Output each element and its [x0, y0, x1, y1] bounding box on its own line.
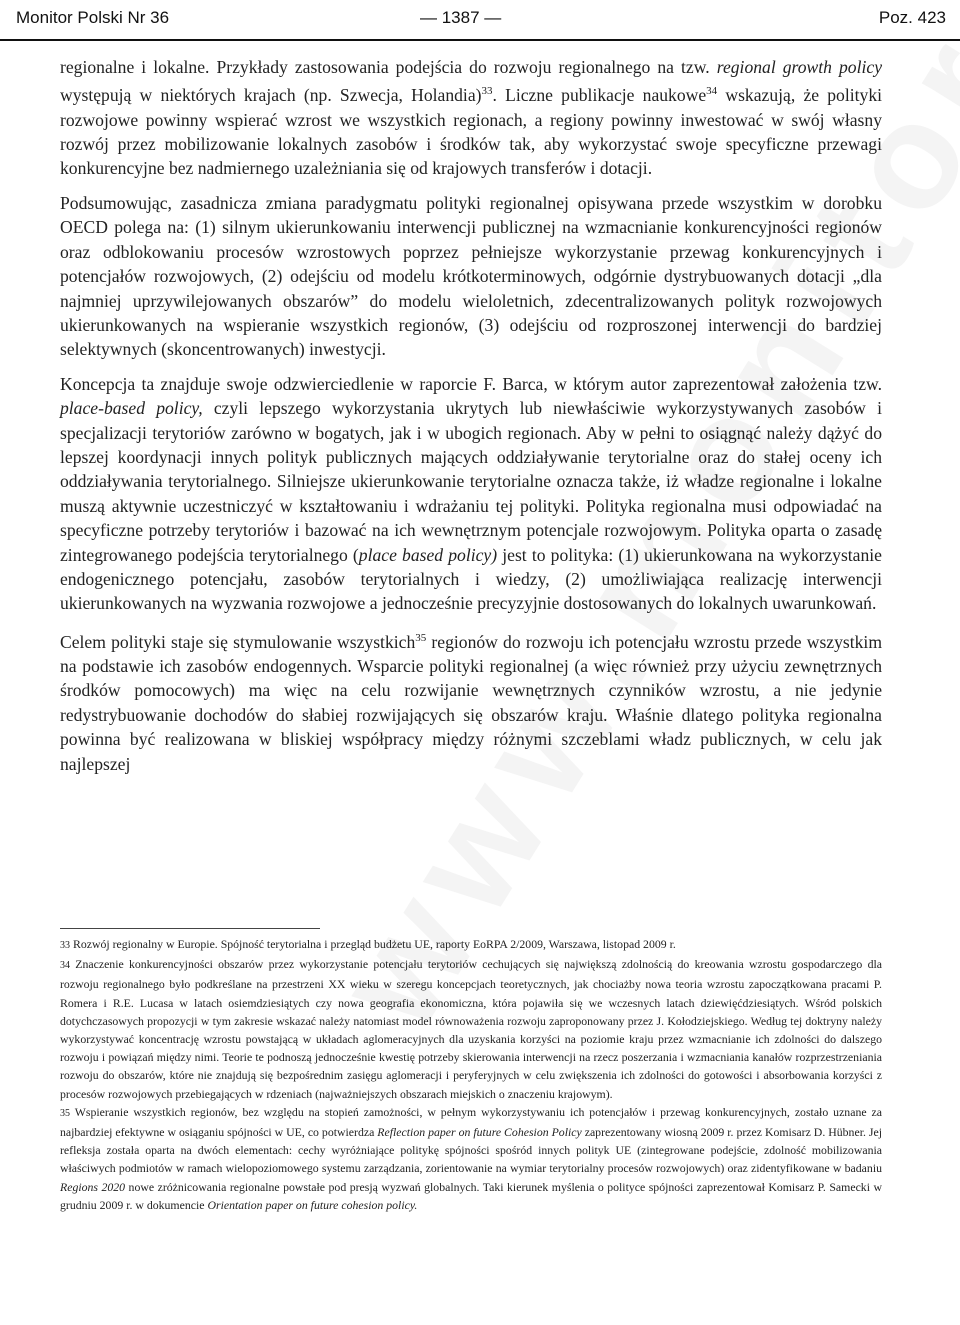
position-number: Poz. 423	[878, 8, 946, 27]
footnote-35-text-e: nowe zróżnicowania regionalne powstałe pod presją wyzwań globalnych. Taki kierunek myślenia o polityce spójności zaprezentował Komisarz P. Samecki w grudniu 2009 r. w dokumencie	[60, 1179, 882, 1212]
footnote-33-text: Rozwój regionalny w Europie. Spójność terytorialna i przegląd budżetu UE, raporty EoRPA 2/2009, Warszawa, listopad 2009 r.	[70, 937, 676, 951]
paragraph-4-text-a: Celem polityki staje się stymulowanie wszystkich	[60, 631, 416, 652]
page-number: — 1387 —	[420, 8, 502, 27]
paragraph-1-text-e: wskazują, że polityki rozwojowe powinny wspierać wzrost we wszystkich regionach, a regiony powinny inwestować w swój własny rozwój przez mobilizowanie lokalnych zasobów i środków tak, aby wykorzystać swoje specyficzne przewagi konkurencyjne bez nadmiernego uzależniania się od krajowych transferów i dotacji.	[60, 85, 883, 179]
paragraph-1-text-d: . Liczne publikacje naukowe	[492, 85, 707, 106]
footnote-ref-35[interactable]: 35	[415, 631, 427, 644]
footnote-ref-33[interactable]: 33	[481, 85, 493, 98]
footnote-34	[60, 955, 882, 1103]
paragraph-1-text-a: regionalne i lokalne. Przykłady zastosowania podejścia do rozwoju regionalnego na tzw.	[60, 57, 717, 77]
paragraph-3-text-e: jest to polityka: (1) ukierunkowana na wykorzystanie endogenicznego potencjału, zasobów terytorialnych i wiedzy, (2) umożliwiająca realizację interwencji ukierunkowanych na wyzwania rozwojowe a jednocześnie precyzyjnie dostosowanych do lokalnych uwarunkowań.	[60, 544, 882, 614]
paragraph-3-text-c: czyli lepszego wykorzystania ukrytych lub niewłaściwie wykorzystywanych zasobów i specjalizacji terytoriów zarówno w bogatych, jak i w ubogich regionach. Aby w pełni to osiągnąć należy dążyć do lepszej koordynacji innych polityk publicznych mających oddziaływanie terytorialne oraz do stałej oceny ich oddziaływania terytorialnego. Silniejsze ukierunkowanie terytorialne oznacza także, iż władze regionalne i lokalne muszą aktywnie uczestniczyć w kształtowaniu i wdrażaniu tej polityki. Polityka regionalna musi odpowiadać na specyficzne potrzeby terytoriów i bazować na ich wewnętrznym potencjale rozwojowym. Polityka oparta o zasadę zintegrowanego podejścia terytorialnego (	[60, 398, 882, 565]
page-header	[0, 0, 960, 46]
title-orientation-paper: Orientation paper on future cohesion policy.	[207, 1197, 418, 1212]
footnote-separator	[60, 928, 320, 929]
footnote-35	[60, 1103, 882, 1214]
title-reflection-paper: Reflection paper on future Cohesion Policy	[377, 1125, 582, 1140]
footnote-35-text-a: Wspieranie wszystkich regionów, bez względu na stopień zamożności, w pełnym wykorzystywaniu ich potencjałów i przewag konkurencyjnych, zostało uznane za najbardziej efektywne w osiąganiu spójności w UE, co potwierdza	[60, 1104, 882, 1140]
term-regional-growth-policy: regional growth policy	[716, 57, 882, 77]
paragraph-1	[60, 55, 882, 181]
term-place-based-policy: place-based policy,	[60, 398, 203, 419]
paragraph-4	[60, 626, 882, 776]
footnote-35-number: 35	[60, 1107, 70, 1119]
paragraph-3-text-a: Koncepcja ta znajduje swoje odzwierciedlenie w raporcie F. Barca, w którym autor zaprezentował założenia tzw.	[60, 373, 882, 394]
paragraph-1-text-c: występują w niektórych krajach (np. Szwecja, Holandia)	[60, 85, 482, 106]
footnote-34-number: 34	[60, 960, 70, 972]
paragraph-3	[60, 372, 882, 616]
paragraph-4-text-b: regionów do rozwoju ich potencjału wzrostu przede wszystkim na podstawie ich zasobów endogennych. Wsparcie polityki regionalnej (a więc również przy użyciu zewnętrznych środków pomocowych) ma więc na celu rozwijanie wewnętrznych czynników wzrostu, a nie jedynie redystrybuowanie dochodów do słabiej rozwijających się obszarów kraju. Właśnie dlatego polityka regionalna powinna być realizowana w bliskiej współpracy między różnymi szczeblami władz publicznych, w celu jak najlepszej	[60, 631, 882, 774]
footnote-ref-34[interactable]: 34	[706, 85, 718, 98]
journal-title: Monitor Polski Nr 36	[16, 8, 170, 27]
footnote-33	[60, 935, 882, 955]
header-rule	[0, 39, 960, 41]
footnote-33-number: 33	[60, 940, 70, 951]
footnote-35-text-c: zaprezentowany wiosną 2009 r. przez Komisarz D. Hübner. Jej refleksja została oparta na dwóch elementach: cechy wyróżniające politykę spójności spośród innych polityk UE (zintegrowane podejście, zdolność mobilizowania właściwych podmiotów w ramach wielopoziomowego systemu zarządzania, zorientowanie na wymiar terytorialny procesów rozwojowych) oraz zidentyfikowane w badaniu	[60, 1125, 882, 1176]
paragraph-2: Podsumowując, zasadnicza zmiana paradygmatu polityki regionalnej opisywana przede wszystkim w dorobku OECD polega na: (1) silnym ukierunkowaniu interwencji publicznej na wzmacnianie konkurencyjności regionów oraz odblokowaniu procesów wzrostowych poprzez pełniejsze wykorzystanie przewag konkurencyjnych i potencjałów rozwojowych, (2) odejściu od modelu krótkoterminowych, odgórnie dystrybuowanych dotacji „dla najmniej uprzywilejowanych obszarów” do modelu wieloletnich, zdecentralizowanych polityk rozwojowych ukierunkowanych na wspieranie wszystkich regionów, (3) odejściu od rozproszonej interwencji do bardziej selektywnych (skoncentrowanych) inwestycji.	[60, 192, 882, 360]
term-place-based-policy-2: place based policy)	[358, 544, 498, 565]
footnotes	[60, 935, 882, 1214]
main-text	[60, 55, 882, 786]
title-regions-2020: Regions 2020	[60, 1179, 126, 1194]
footnote-34-text: Znaczenie konkurencyjności obszarów przez wykorzystanie potencjału terytoriów cechujących się największą zdolnością do kreowania wzrostu gospodarczego dla rozwoju regionalnego było podkreślane na przestrzeni XX wieku w szeregu koncepcjach teoretycznych, jak chociażby nowa teoria wzrostu zapoczątkowana pracami P. Romera i R.E. Lucasa w latach osiemdziesiątych czy nowa geografia ekonomiczna, która pojawiła się we wczesnych latach dziewięćdziesiątych. Wśród polskich dotychczasowych propozycji w tym zakresie wskazać należy natomiast model równoważenia rozwoju zaproponowany przez J. Kołodziejskiego. Według tej doktryny należy wykorzystywać koncentrację wzrostu powstającą w układach aglomeracyjnych dla uzyskania korzyści na poziomie kraju przez wzmacnianie ich zdolności do dalszego rozwoju i powiązań między nimi. Teorie te podnoszą jednocześnie kwestię potrzeby skierowania interwencji na rzecz poszerzania i wzmacniania kanałów rozprzestrzeniania rozwoju do obszarów, które nie znajdują się bezpośrednim zasięgu aglomeracji i peryferyjnych w celu zwiększenia ich zdolności do gotowości i absorbowania korzyści z procesów rozwojowych przebiegających w rdzeniach (najważniejszych obszarach miejskich o znaczeniu krajowym).	[60, 957, 882, 1101]
